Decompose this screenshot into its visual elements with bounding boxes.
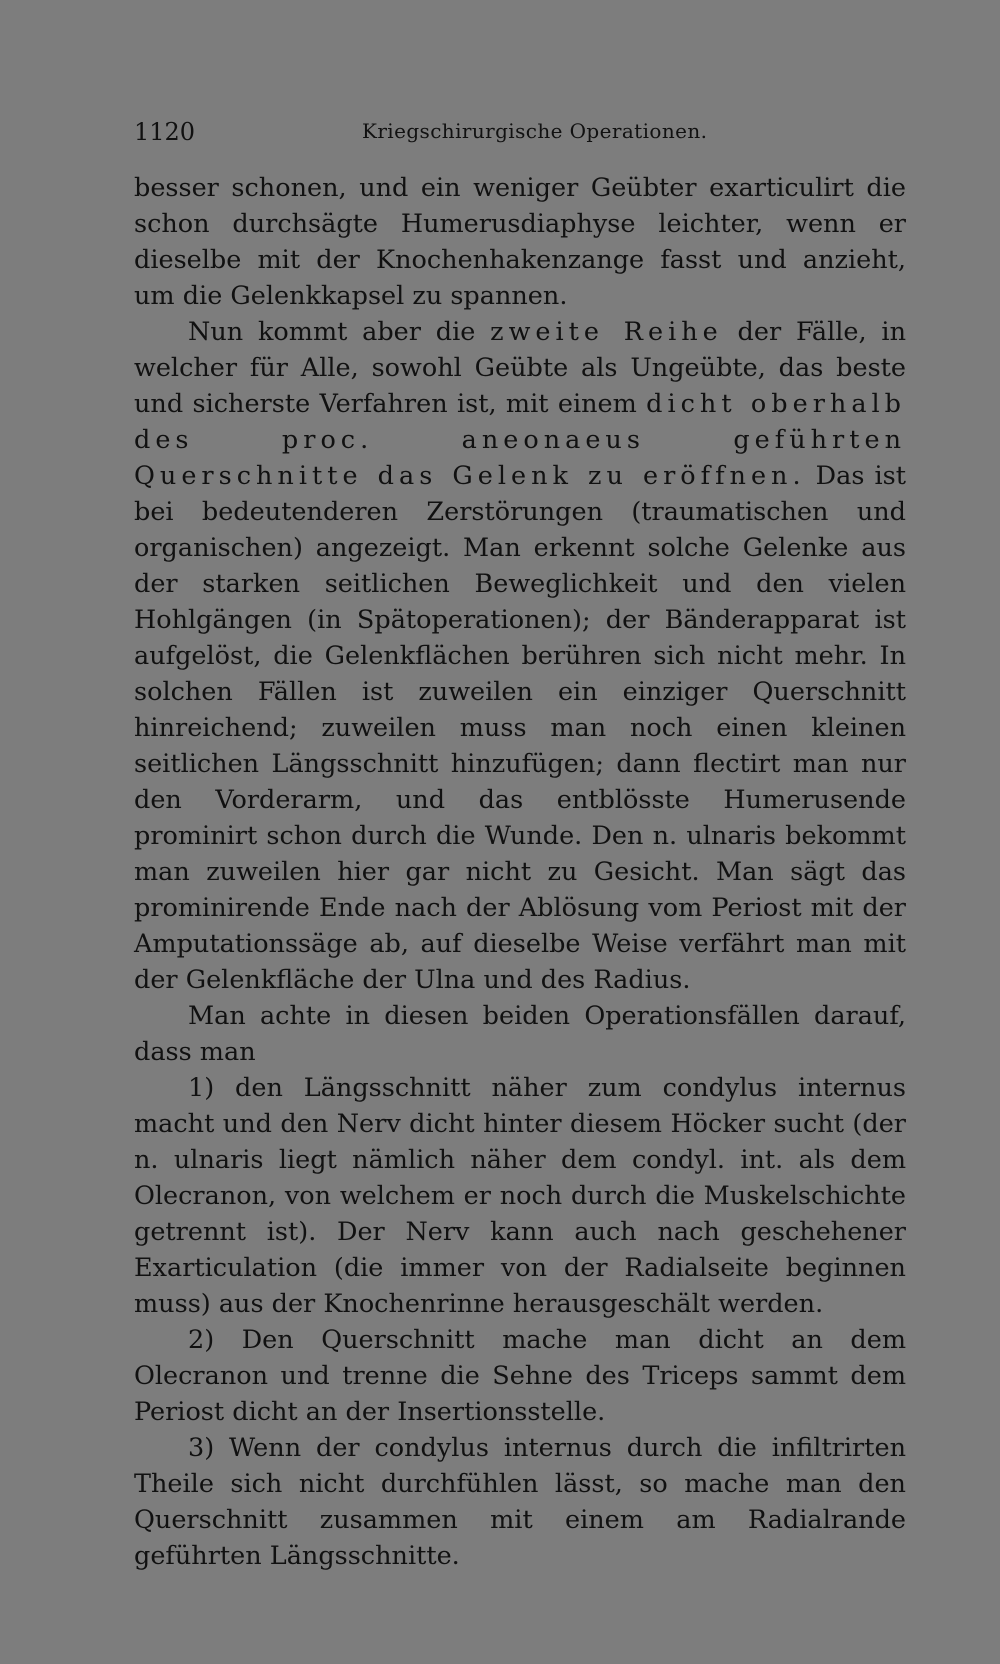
paragraph-4 (134, 1070, 906, 1322)
paragraph-5 (134, 1322, 906, 1430)
running-title: Kriegschirurgische Operationen. (362, 119, 708, 143)
text-segment: Nun kommt aber die (188, 317, 491, 347)
text-segment: Man achte in diesen beiden Operationsfällen darauf, dass man (134, 1001, 906, 1067)
page-number: 1120 (134, 118, 196, 146)
text-segment: der Fälle, in welcher für Alle, sowohl Geübte als Ungeübte, das beste und sicherste Verfahren ist, mit einem (134, 317, 906, 419)
paragraph-1 (134, 170, 906, 314)
text-segment: 2) Den Querschnitt mache man dicht an dem Olecranon und trenne die Sehne des Triceps sammt dem Periost dicht an der Insertionsstelle. (134, 1325, 906, 1427)
page-header (134, 118, 906, 152)
paragraph-6 (134, 1430, 906, 1574)
book-page (134, 118, 906, 1574)
paragraph-2 (134, 314, 906, 998)
text-segment: Das ist bei bedeutenderen Zerstörungen (traumatischen und organischen) angezeigt. Man erkennt solche Gelenke aus der starken seitlichen Beweglichkeit und den vielen Hohlgängen (in Spätoperationen); der Bänderapparat ist aufgelöst, die Gelenkflächen berühren sich nicht mehr. In solchen Fällen ist zuweilen ein einziger Querschnitt hinreichend; zuweilen muss man noch einen kleinen seitlichen Längsschnitt hinzufügen; dann flectirt man nur den Vorderarm, und das entblösste Humerusende prominirt schon durch die Wunde. Den n. ulnaris bekommt man zuweilen hier gar nicht zu Gesicht. Man sägt das prominirende Ende nach der Ablösung vom Periost mit der Amputationssäge ab, auf dieselbe Weise verfährt man mit der Gelenkfläche der Ulna und des Radius. (134, 461, 907, 995)
body-text (134, 170, 906, 1574)
emphasized-text: dicht oberhalb des proc. aneonaeus geführten Querschnitte das Gelenk zu eröffnen. (134, 389, 906, 491)
text-segment: 1) den Längsschnitt näher zum condylus internus macht und den Nerv dicht hinter diesem Höcker sucht (der n. ulnaris liegt nämlich näher dem condyl. int. als dem Olecranon, von welchem er noch durch die Muskelschichte getrennt ist). Der Nerv kann auch nach geschehener Exarticulation (die immer von der Radialseite beginnen muss) aus der Knochenrinne herausgeschält werden. (134, 1073, 906, 1319)
text-segment: 3) Wenn der condylus internus durch die infiltrirten Theile sich nicht durchfühlen lässt, so mache man den Querschnitt zusammen mit einem am Radialrande geführten Längsschnitte. (134, 1433, 906, 1571)
text-segment: besser schonen, und ein weniger Geübter exarticulirt die schon durchsägte Humerusdiaphyse leichter, wenn er dieselbe mit der Knochenhakenzange fasst und anzieht, um die Gelenkkapsel zu spannen. (134, 173, 906, 311)
emphasized-text: zweite Reihe (490, 317, 723, 347)
paragraph-3 (134, 998, 906, 1070)
